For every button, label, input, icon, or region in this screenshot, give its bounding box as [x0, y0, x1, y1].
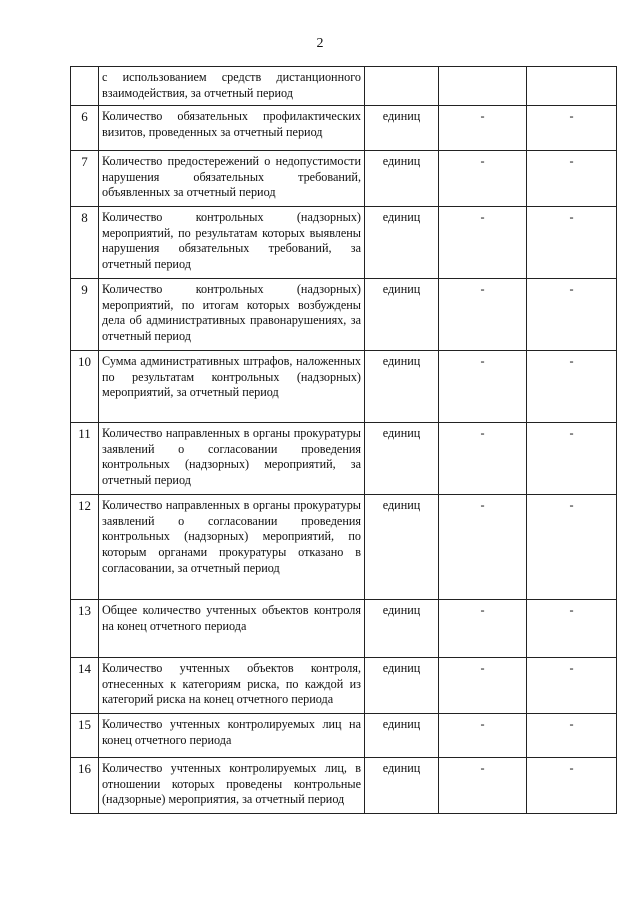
- unit-of-measure: единиц: [365, 714, 439, 758]
- row-number: 11: [71, 423, 99, 495]
- report-table: [70, 66, 617, 814]
- unit-of-measure: единиц: [365, 600, 439, 658]
- row-number: 16: [71, 758, 99, 814]
- value-cell-2: -: [527, 658, 617, 714]
- table-row: [71, 67, 617, 106]
- unit-of-measure: единиц: [365, 351, 439, 423]
- value-cell-2: -: [527, 351, 617, 423]
- table-row: [71, 151, 617, 207]
- value-cell-2: -: [527, 495, 617, 600]
- unit-of-measure: единиц: [365, 106, 439, 151]
- value-cell-1: -: [439, 207, 527, 279]
- value-cell-1: -: [439, 714, 527, 758]
- value-cell-1: -: [439, 758, 527, 814]
- unit-of-measure: единиц: [365, 495, 439, 600]
- indicator-description: Количество учтенных объектов контроля, отнесенных к категориям риска, по каждой из категорий риска на конец отчетного периода: [99, 658, 365, 714]
- indicator-description: Общее количество учтенных объектов контроля на конец отчетного периода: [99, 600, 365, 658]
- value-cell-1: -: [439, 351, 527, 423]
- indicator-description: Количество направленных в органы прокуратуры заявлений о согласовании проведения контрольных (надзорных) мероприятий, по которым органами прокуратуры отказано в согласовании, за отчетный период: [99, 495, 365, 600]
- row-number: 7: [71, 151, 99, 207]
- unit-of-measure: единиц: [365, 758, 439, 814]
- value-cell-2: -: [527, 423, 617, 495]
- indicator-description: Количество предостережений о недопустимости нарушения обязательных требований, объявленных за отчетный период: [99, 151, 365, 207]
- row-number: 13: [71, 600, 99, 658]
- table-row: [71, 207, 617, 279]
- row-number: 14: [71, 658, 99, 714]
- table-row: [71, 495, 617, 600]
- table-row: [71, 658, 617, 714]
- value-cell-2: -: [527, 151, 617, 207]
- unit-of-measure: единиц: [365, 207, 439, 279]
- table-row: [71, 758, 617, 814]
- unit-of-measure: единиц: [365, 658, 439, 714]
- indicator-description: Количество направленных в органы прокуратуры заявлений о согласовании проведения контрольных (надзорных) мероприятий, за отчетный период: [99, 423, 365, 495]
- value-cell-2: -: [527, 600, 617, 658]
- row-number: 15: [71, 714, 99, 758]
- value-cell-2: -: [527, 207, 617, 279]
- page-number: 2: [316, 36, 324, 51]
- indicator-description: Количество обязательных профилактических визитов, проведенных за отчетный период: [99, 106, 365, 151]
- value-cell-2: -: [527, 714, 617, 758]
- row-number: 12: [71, 495, 99, 600]
- table-row: [71, 423, 617, 495]
- table-row: [71, 600, 617, 658]
- unit-of-measure: единиц: [365, 423, 439, 495]
- table-row: [71, 279, 617, 351]
- row-number: 10: [71, 351, 99, 423]
- report-table-body: [71, 67, 617, 814]
- indicator-description: Сумма административных штрафов, наложенных по результатам контрольных (надзорных) мероприятий, за отчетный период: [99, 351, 365, 423]
- indicator-description: Количество контрольных (надзорных) мероприятий, по результатам которых выявлены нарушения обязательных требований, за отчетный период: [99, 207, 365, 279]
- table-row: [71, 106, 617, 151]
- table-row: [71, 714, 617, 758]
- value-cell-1: -: [439, 495, 527, 600]
- indicator-description: Количество учтенных контролируемых лиц, в отношении которых проведены контрольные (надзорные) мероприятия, за отчетный период: [99, 758, 365, 814]
- value-cell-1: -: [439, 600, 527, 658]
- row-number: 8: [71, 207, 99, 279]
- value-cell-2: [527, 67, 617, 106]
- value-cell-1: -: [439, 106, 527, 151]
- indicator-description: Количество учтенных контролируемых лиц на конец отчетного периода: [99, 714, 365, 758]
- value-cell-1: -: [439, 151, 527, 207]
- value-cell-1: -: [439, 658, 527, 714]
- indicator-description: с использованием средств дистанционного взаимодействия, за отчетный период: [99, 67, 365, 106]
- row-number: [71, 67, 99, 106]
- unit-of-measure: [365, 67, 439, 106]
- value-cell-2: -: [527, 279, 617, 351]
- value-cell-2: -: [527, 758, 617, 814]
- value-cell-1: [439, 67, 527, 106]
- row-number: 9: [71, 279, 99, 351]
- row-number: 6: [71, 106, 99, 151]
- table-row: [71, 351, 617, 423]
- value-cell-1: -: [439, 423, 527, 495]
- indicator-description: Количество контрольных (надзорных) мероприятий, по итогам которых возбуждены дела об административных правонарушениях, за отчетный период: [99, 279, 365, 351]
- value-cell-1: -: [439, 279, 527, 351]
- unit-of-measure: единиц: [365, 151, 439, 207]
- value-cell-2: -: [527, 106, 617, 151]
- unit-of-measure: единиц: [365, 279, 439, 351]
